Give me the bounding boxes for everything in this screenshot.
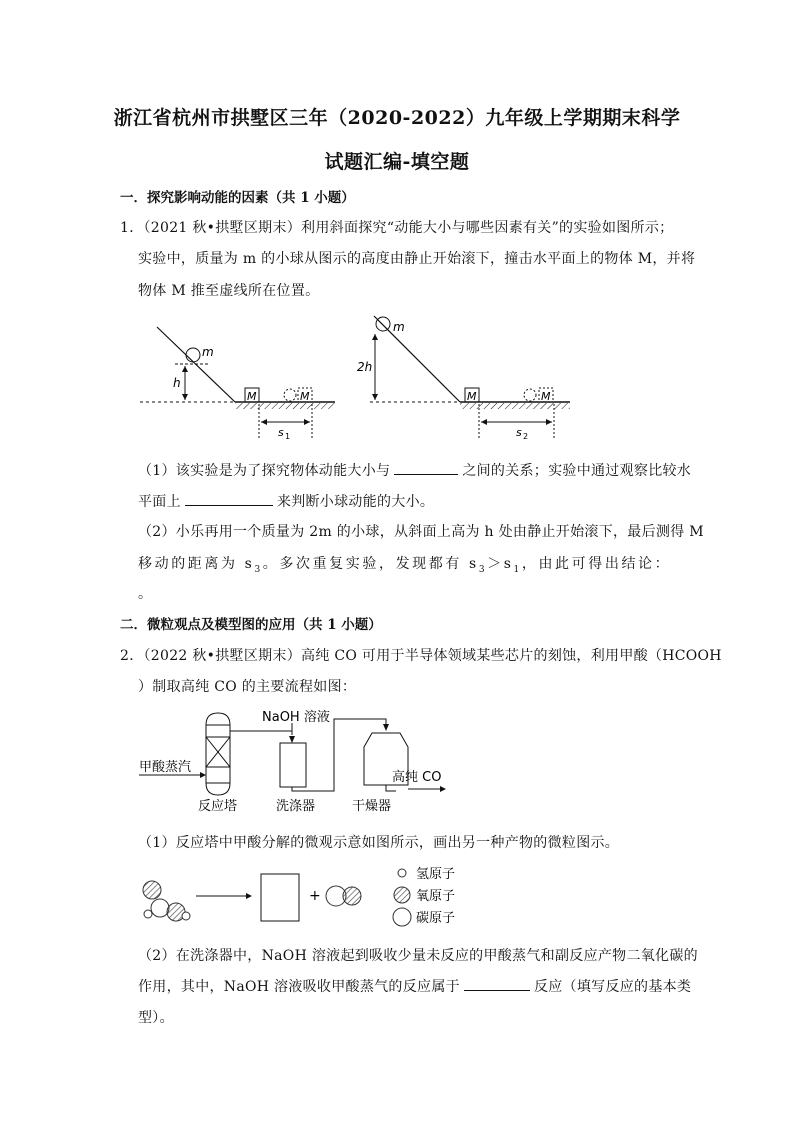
section2-heading: 二．微粒观点及模型图的应用（共 1 小题） <box>120 617 382 633</box>
q2-part1: （1）反应塔中甲酸分解的微观示意如图所示，画出另一种产物的微粒图示。 <box>138 835 620 851</box>
label-2h: 2h <box>357 360 373 374</box>
doc-title-line1: 浙江省杭州市拱墅区三年（2020-2022）九年级上学期期末科学 <box>113 107 681 129</box>
formic-acid-molecule-icon <box>143 881 190 921</box>
label-s2-sub: 2 <box>523 432 529 441</box>
answer-blank-1[interactable] <box>394 460 458 475</box>
q1-p1-text-c: 平面上 <box>138 494 181 510</box>
q1-line1: 1．（2021 秋•拱墅区期末）利用斜面探究“动能大小与哪些因素有关”的实验如图所示； <box>120 220 674 236</box>
q1-line2: 实验中，质量为 m 的小球从图示的高度由静止开始滚下，撞击水平面上的物体 M，并将 <box>138 251 696 267</box>
q2-line1: 2．（2022 秋•拱墅区期末）高纯 CO 可用于半导体领域某些芯片的刻蚀，利用甲酸（HCOOH <box>120 648 722 664</box>
label-M-dashed-2: M <box>541 390 551 403</box>
label-m-2: m <box>393 320 405 334</box>
q2-part2-line3: 型）。 <box>138 1010 174 1026</box>
product-answer-box[interactable] <box>261 874 299 921</box>
q1-p1-text-a: （1）该实验是为了探究物体动能大小与 <box>138 463 391 479</box>
q1-part1-line1 <box>138 460 691 480</box>
washer-icon <box>280 743 306 787</box>
label-s2: s <box>516 426 522 439</box>
label-M-dashed: M <box>300 390 310 403</box>
q2-p2-text-c: 反应（填写反应的基本类 <box>533 979 692 995</box>
label-m: m <box>202 345 214 359</box>
q1-p2-sub-1: 1 <box>513 564 522 575</box>
co-molecule-icon <box>326 886 361 906</box>
label-product: 高纯 CO <box>392 770 442 785</box>
q1-line3: 物体 M 推至虚线所在位置。 <box>138 283 320 299</box>
q1-p2-text-d: ＞s <box>487 556 514 572</box>
answer-blank-2[interactable] <box>185 491 273 506</box>
ball-icon-2 <box>376 317 390 331</box>
label-naoh: NaOH 溶液 <box>262 710 330 725</box>
ball-icon <box>186 348 200 362</box>
label-tower: 反应塔 <box>198 799 238 814</box>
section1-heading: 一．探究影响动能的因素（共 1 小题） <box>120 190 355 206</box>
q1-part2-line1: （2）小乐再用一个质量为 2m 的小球，从斜面上高为 h 处由静止开始滚下，最后测得 M <box>138 524 704 540</box>
incline-left <box>140 327 335 441</box>
hydrogen-atom-icon <box>398 869 406 877</box>
incline-figure <box>130 310 590 445</box>
incline-right <box>357 316 570 441</box>
label-M-2: M <box>467 390 477 403</box>
label-vapor: 甲酸蒸汽 <box>139 760 192 775</box>
label-dryer: 干燥器 <box>352 799 392 814</box>
carbon-atom-icon <box>393 908 411 926</box>
answer-blank-3[interactable] <box>464 976 530 991</box>
q1-p2-text-b: 移动的距离为 s <box>138 556 255 572</box>
q1-p2-text-c: 。多次重复实验，发现都有 s <box>262 556 479 572</box>
oxygen-atom-icon <box>394 887 410 903</box>
label-s1-sub: 1 <box>285 432 291 441</box>
reaction-tower-icon <box>206 713 230 795</box>
label-washer: 洗涤器 <box>276 799 316 814</box>
q2-part2-line1: （2）在洗涤器中，NaOH 溶液起到吸收少量未反应的甲酸蒸气和副反应产物二氧化碳的 <box>138 948 698 964</box>
legend-hydrogen: 氢原子 <box>416 867 456 882</box>
process-flow-figure <box>134 705 464 817</box>
legend-carbon: 碳原子 <box>416 911 456 926</box>
q1-p2-sub-3: 3 <box>254 564 263 575</box>
q2-p2-text-b: 作用，其中，NaOH 溶液吸收甲酸蒸气的反应属于 <box>138 979 460 995</box>
q1-part1-line2 <box>138 491 434 511</box>
q1-p1-text-b: 之间的关系；实验中通过观察比较水 <box>462 463 692 479</box>
q2-part2-line2 <box>138 976 691 996</box>
legend-oxygen: 氧原子 <box>416 889 456 904</box>
q1-p2-text-e: ，由此可得出结论： <box>521 556 672 572</box>
micro-reaction-figure <box>134 862 474 934</box>
q1-part2-line2 <box>138 553 671 575</box>
q2-line2: ）制取高纯 CO 的主要流程如图： <box>138 679 357 695</box>
plus-sign: + <box>309 888 321 904</box>
doc-title-line2: 试题汇编-填空题 <box>324 151 470 173</box>
q1-part2-line3: 。 <box>138 586 153 602</box>
label-s1: s <box>278 426 284 439</box>
q1-p1-text-d: 来判断小球动能的大小。 <box>276 494 435 510</box>
q1-p2-sub-3b: 3 <box>478 564 488 575</box>
label-M: M <box>247 390 257 403</box>
label-h: h <box>173 376 181 390</box>
